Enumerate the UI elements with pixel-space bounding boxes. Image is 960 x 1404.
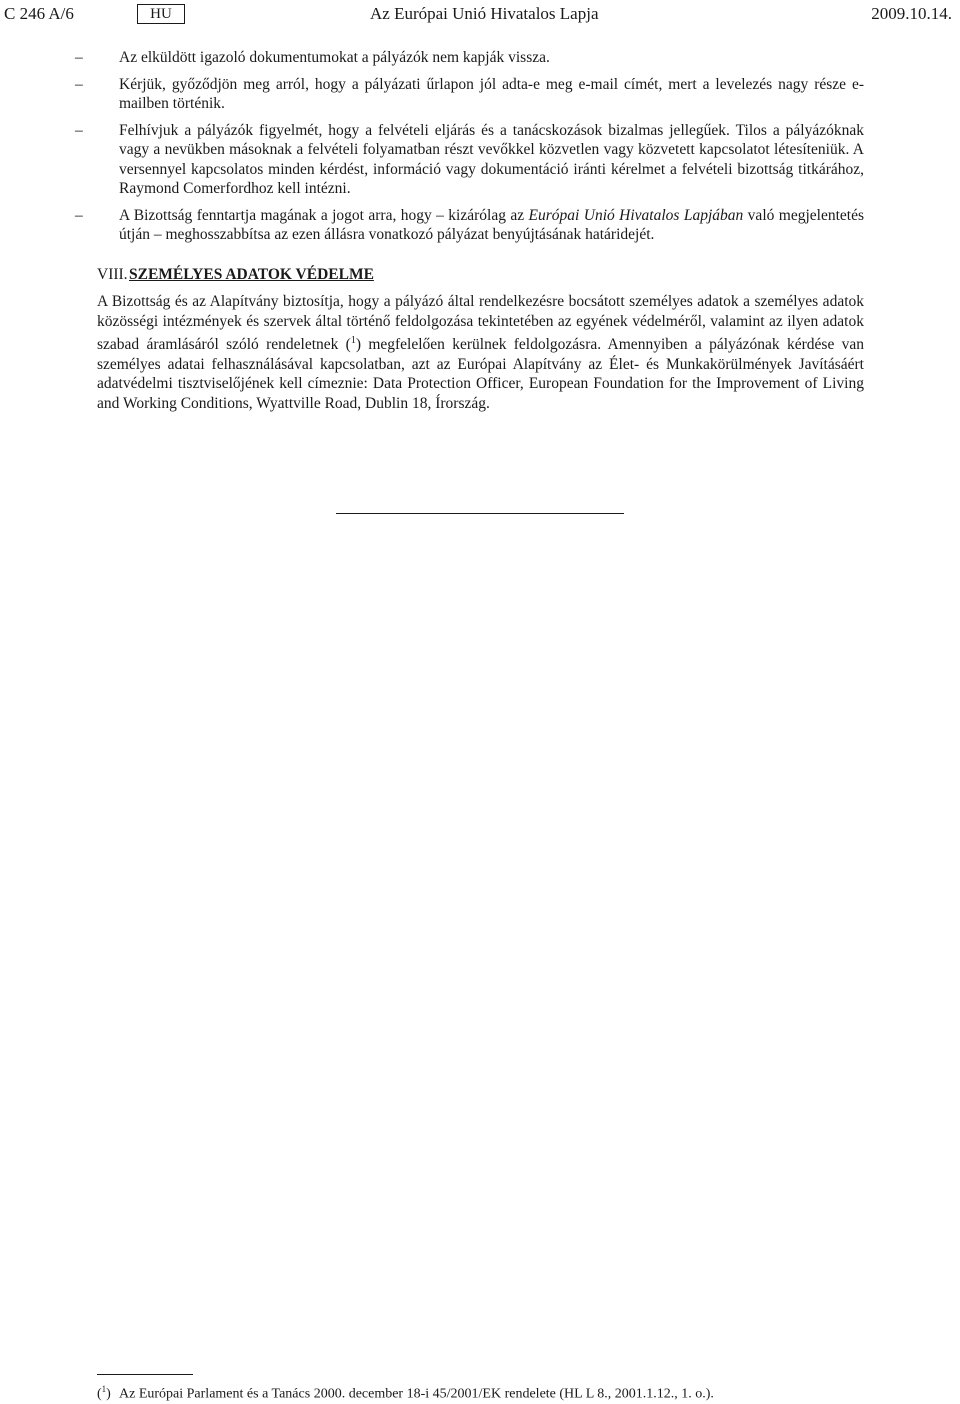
journal-name-italic: Európai Unió Hivatalos Lapjában <box>528 206 744 224</box>
document-body <box>75 48 865 413</box>
section-divider <box>336 513 624 514</box>
dash-marker: – <box>75 75 83 93</box>
bullet-text: A Bizottság fenntartja magának a jogot arra, hogy – kizárólag az <box>119 206 529 224</box>
dash-marker: – <box>75 49 83 66</box>
footnote-text: Az Európai Parlament és a Tanács 2000. december 18-i 45/2001/EK rendelete (HL L 8., 2001.1.12., 1. o.). <box>119 1386 714 1402</box>
footnote-ref[interactable]: 1 <box>350 335 356 346</box>
page-reference: C 246 A/6 <box>4 4 74 23</box>
data-protection-paragraph: A Bizottság és az Alapítvány biztosítja, hogy a pályázó által rendelkezésre bocsátott személyes adatok a személyes adatok közösségi intézmények és szervek által történő feldolgozása tekintetében az egyének védelméről, valamint az ilyen adatok szabad áramlásáról szóló rendeletnek ($^1$) megfelelően kerülnek feldolgozásra. Amennyiben a pályázónak kérdése van személyes adatai felhasználásával kapcsolatban, azt az Európai Alapítvány az Élet- és Munkakörülmények Javításáért adatvédelmi tisztviselőjének kell címeznie: Data Protection Officer, European Foundation for the Improvement of Living and Working Conditions, Wyattville Road, Dublin 18, Írország. <box>97 293 865 412</box>
bullet-text: Kérjük, győződjön meg arról, hogy a pályázati űrlapon jól adta-e meg e-mail címét, mert a levelezés nagy része e-mailben történik. <box>119 75 864 112</box>
dash-marker: – <box>75 206 83 224</box>
bullet-text: való megjelentetés útján – meghosszabbítsa az ezen állásra vonatkozó pályázat benyújtásának határidejét. <box>119 206 864 243</box>
bullet-text: Felhívjuk a pályázók figyelmét, hogy a felvételi eljárás és a tanácskozások bizalmas jellegűek. Tilos a pályázóknak vagy a nevükben másoknak a felvételi folyamatban részt vevőkkel közvetlen vagy közvetett kapcsolatot létesíteniük. A versennyel kapcsolatos minden kérdést, információ vagy dokumentáció iránti kérelmet a felvételi bizottság titkárához, Raymond Comerfordhoz kell intézni. <box>119 121 864 197</box>
bullet-text: Az elküldött igazoló dokumentumokat a pályázók nem kapják vissza. <box>119 49 550 66</box>
list-item <box>75 121 864 199</box>
publication-date: 2009.10.14. <box>871 4 952 23</box>
list-item <box>75 48 864 68</box>
page-header <box>4 4 952 26</box>
footnote-number: 1 <box>101 1384 107 1394</box>
section-title: SZEMÉLYES ADATOK VÉDELME <box>129 265 374 283</box>
section-number: VIII. <box>97 265 128 283</box>
list-item <box>75 75 864 114</box>
footnote-rule <box>97 1374 193 1375</box>
journal-title: Az Európai Unió Hivatalos Lapja <box>370 4 599 23</box>
footnote: ($^1$) Az Európai Parlament és a Tanács 2000. december 18-i 45/2001/EK rendelete (HL L 8., 2001.1.12., 1. o.). <box>97 1384 714 1402</box>
language-badge: HU <box>137 4 185 24</box>
list-item <box>75 206 864 245</box>
section-heading <box>97 265 864 285</box>
dash-marker: – <box>75 121 83 139</box>
